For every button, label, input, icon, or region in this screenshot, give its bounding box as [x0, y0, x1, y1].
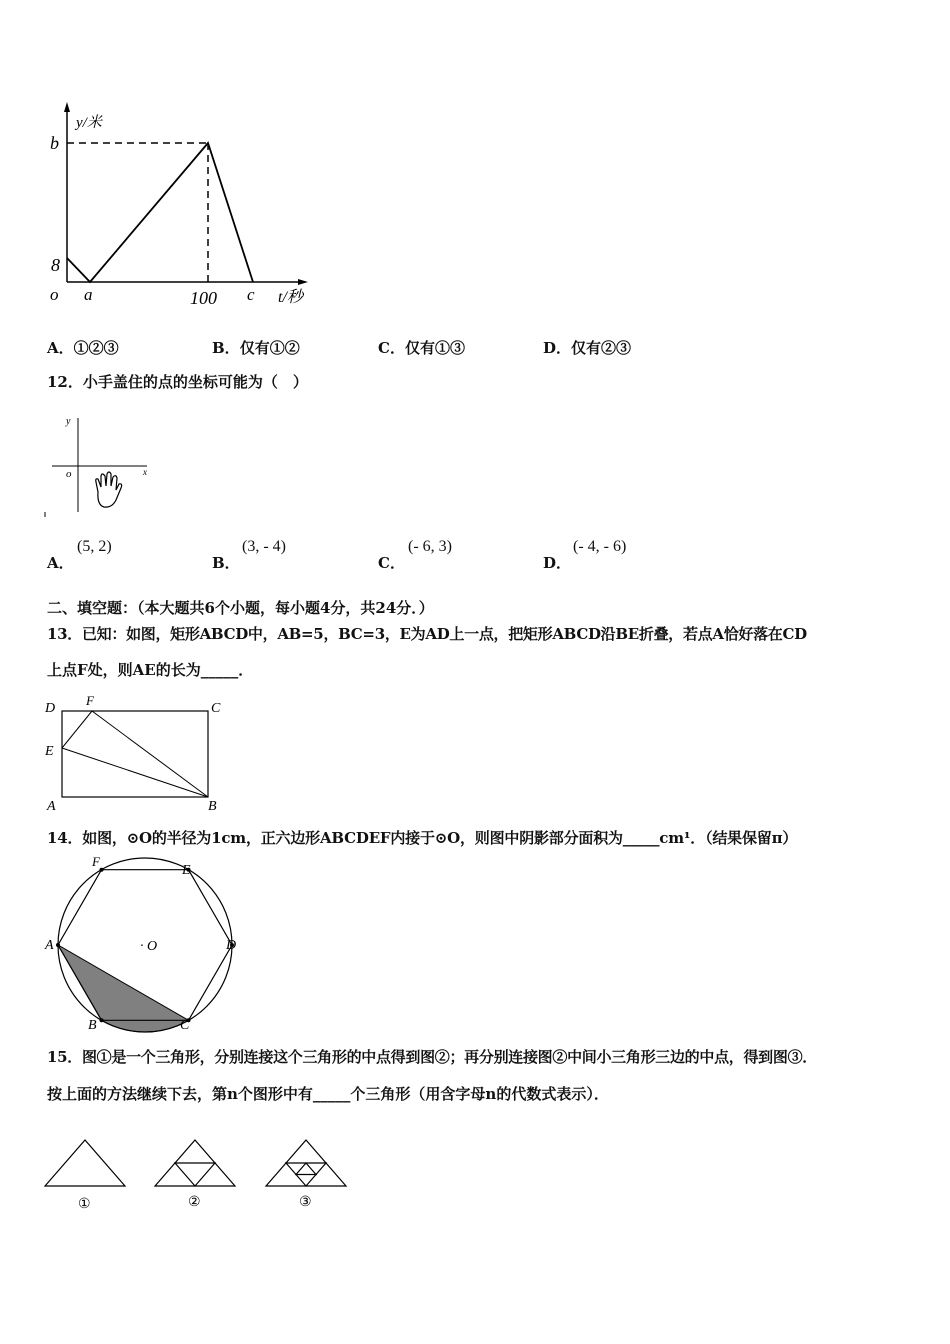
option-text: 仅有②③ [571, 339, 632, 357]
q15-stem-line1: 15．图①是一个三角形，分别连接这个三角形的中点得到图②；再分别连接图②中间小三角形三边的中点，得到图③． [47, 1048, 817, 1066]
label-o: o [50, 285, 59, 304]
option-letter: A． [47, 554, 74, 572]
label-F: F [92, 854, 100, 869]
label-b: b [50, 133, 59, 153]
q12-option-a-coord: (5, 2) [77, 538, 112, 555]
label-c: c [247, 285, 255, 304]
label-E: E [182, 863, 191, 878]
label-D: D [226, 938, 237, 953]
label-2: ② [188, 1195, 201, 1210]
label-A: A [45, 938, 54, 953]
q13-stem-line2: 上点F处，则AE的长为_____． [47, 661, 254, 679]
label-E: E [45, 744, 54, 759]
label-y: y [66, 416, 71, 427]
option-text: 仅有①③ [404, 339, 465, 357]
y-axis-label: y/米 [76, 115, 102, 131]
label-B: B [88, 1018, 97, 1033]
option-letter: B． [212, 339, 240, 357]
q12-stem: 12．小手盖住的点的坐标可能为（ ） [47, 373, 308, 391]
label-x: x [143, 467, 147, 477]
label-3: ③ [299, 1195, 312, 1210]
q12-option-b-coord: (3, - 4) [242, 538, 286, 555]
label-C: C [180, 1018, 190, 1033]
option-letter: C． [378, 554, 405, 572]
label-a: a [84, 285, 93, 304]
label-A: A [47, 799, 56, 814]
q14-stem: 14．如图，⊙O的半径为1cm，正六边形ABCDEF内接于⊙O，则图中阴影部分面积为_____cm¹．（结果保留π） [47, 829, 798, 847]
q13-stem-line1: 13．已知：如图，矩形ABCD中，AB=5，BC=3，E为AD上一点，把矩形ABCD沿BE折叠，若点A恰好落在CD [47, 625, 807, 643]
label-C: C [211, 701, 221, 716]
label-8: 8 [51, 255, 60, 275]
option-text: 仅有①② [239, 339, 300, 357]
label-B: B [208, 799, 217, 814]
label-O: · O [140, 939, 158, 954]
x-axis-label: t/秒 [278, 289, 303, 306]
label-100: 100 [190, 288, 217, 308]
option-letter: D． [543, 554, 572, 572]
option-letter: A． [47, 339, 74, 357]
option-text: ①②③ [73, 339, 119, 357]
triangle-figure-1 [45, 1140, 125, 1186]
label-F: F [86, 693, 94, 708]
q12-option-c-coord: (- 6, 3) [408, 538, 452, 555]
label-o: o [66, 468, 72, 480]
label-1: ① [78, 1197, 91, 1212]
option-letter: D． [543, 339, 572, 357]
q12-option-d-coord: (- 4, - 6) [573, 538, 627, 555]
section-heading-fill-in: 二、填空题：（本大题共6个小题，每小题4分，共24分．） [47, 599, 434, 617]
label-D: D [45, 701, 56, 716]
q15-stem-line2: 按上面的方法继续下去，第n个图形中有_____个三角形（用含字母n的代数式表示）． [47, 1085, 609, 1103]
triangle-figure-3 [266, 1140, 346, 1186]
option-letter: B． [212, 554, 240, 572]
triangle-figure-2 [155, 1140, 235, 1186]
option-letter: C． [378, 339, 405, 357]
